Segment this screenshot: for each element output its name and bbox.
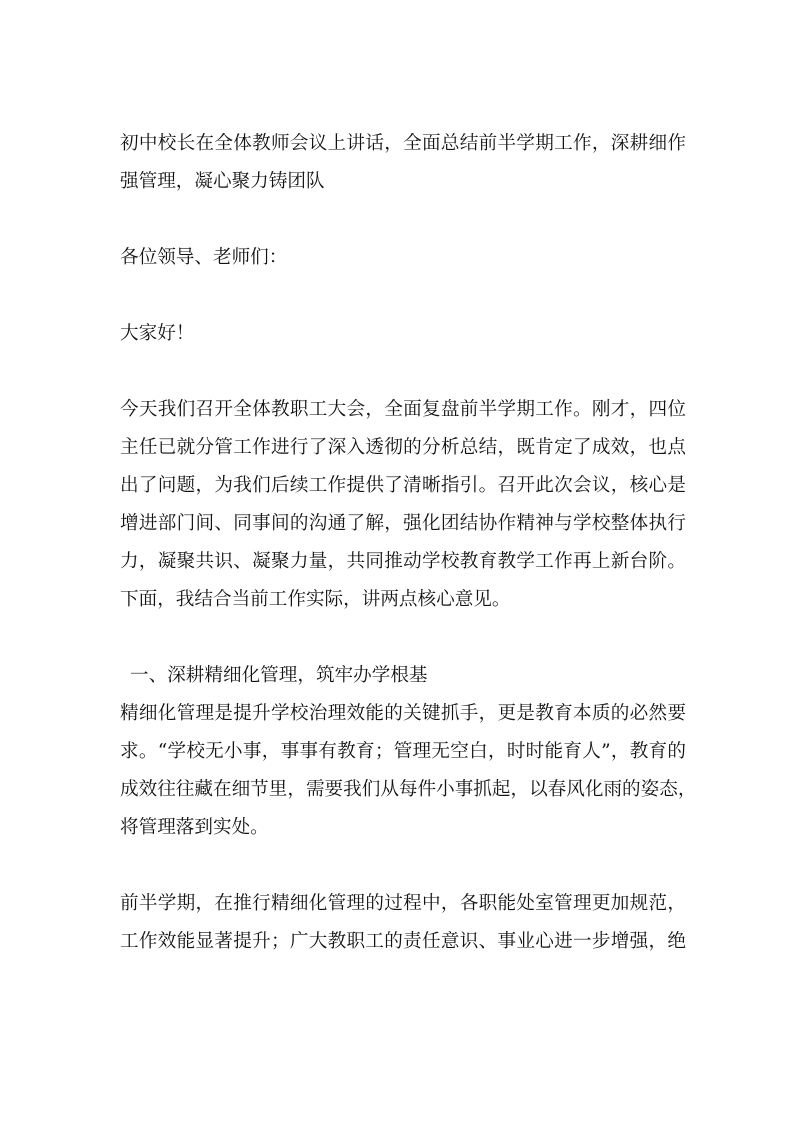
paragraph-line: 增进部门间、同事间的沟通了解，强化团结协作精神与学校整体执行 [120, 513, 686, 534]
paragraph-line: 今天我们召开全体教职工大会，全面复盘前半学期工作。刚才，四位 [120, 399, 686, 420]
title-line: 初中校长在全体教师会议上讲话，全面总结前半学期工作，深耕细作 [120, 133, 686, 154]
paragraph-line: 将管理落到实处。 [120, 817, 269, 838]
paragraph-line: 成效往往藏在细节里，需要我们从每件小事抓起，以春风化雨的姿态， [120, 779, 697, 800]
section-heading-text: 一、深耕精细化管理，筑牢办学根基 [130, 665, 428, 686]
greeting [120, 315, 686, 353]
section-heading [120, 657, 686, 695]
paragraph-line: 下面，我结合当前工作实际，讲两点核心意见。 [120, 589, 511, 610]
intro-paragraph [120, 391, 686, 619]
document-title [120, 125, 686, 201]
paragraph-line: 前半学期，在推行精细化管理的过程中，各职能处室管理更加规范， [120, 893, 686, 914]
section1-paragraph-1 [120, 695, 697, 847]
paragraph-line: 出了问题，为我们后续工作提供了清晰指引。召开此次会议，核心是 [120, 475, 686, 496]
paragraph-line: 精细化管理是提升学校治理效能的关键抓手，更是教育本质的必然要 [120, 703, 686, 724]
salutation-text: 各位领导、老师们： [120, 247, 288, 268]
document-page [120, 125, 697, 999]
paragraph-line: 力，凝聚共识、凝聚力量，共同推动学校教育教学工作再上新台阶。 [120, 551, 686, 572]
title-line: 强管理，凝心聚力铸团队 [120, 171, 325, 192]
paragraph-line: 工作效能显著提升；广大教职工的责任意识、事业心进一步增强，绝 [120, 931, 686, 952]
salutation [120, 239, 686, 277]
paragraph-line: 求。“学校无小事，事事有教育；管理无空白，时时能育人”，教育的 [120, 741, 686, 762]
paragraph-line: 主任已就分管工作进行了深入透彻的分析总结，既肯定了成效，也点 [120, 437, 686, 458]
section1-paragraph-2 [120, 885, 686, 961]
greeting-text: 大家好！ [120, 323, 195, 344]
